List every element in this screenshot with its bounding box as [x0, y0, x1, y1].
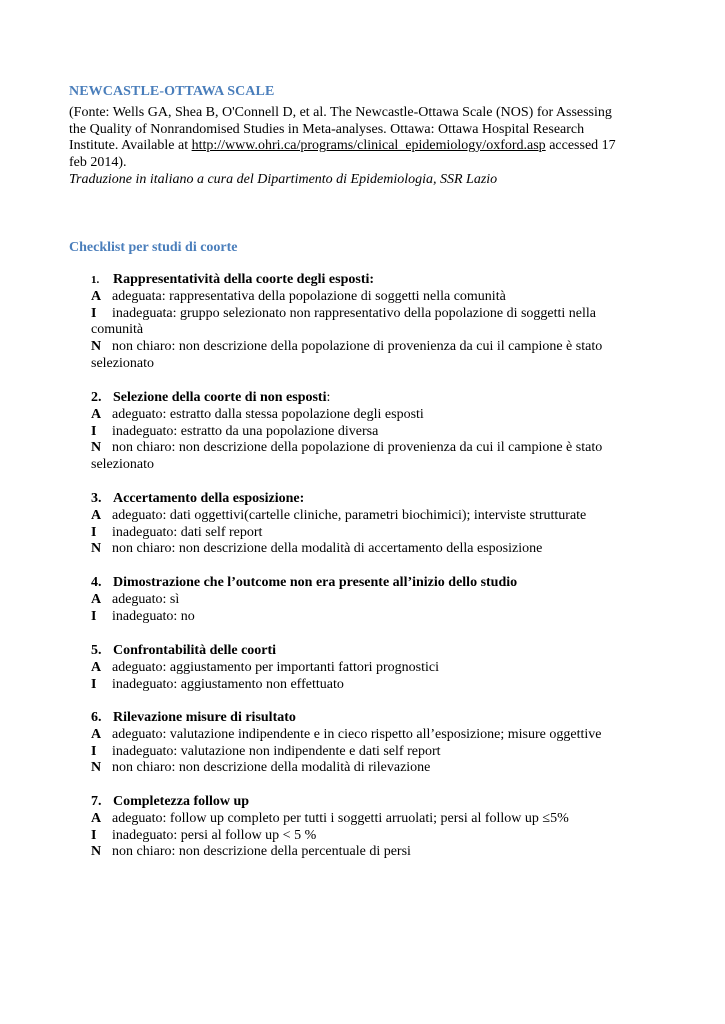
option-code: A [91, 726, 102, 742]
option-text: non chiaro: non descrizione della modalità di rilevazione [112, 760, 431, 776]
item-title: Selezione della coorte di non esposti [113, 390, 327, 405]
item-heading [91, 710, 651, 727]
option-text: non chiaro: non descrizione della popolazione di provenienza da cui il campione è stato [112, 440, 603, 456]
option-text: adeguato: follow up completo per tutti i soggetti arruolati; persi al follow up ≤5% [112, 810, 569, 826]
item-title: Dimostrazione che l’outcome non era presente all’inizio dello studio [113, 575, 518, 590]
option-text: adeguato: sì [112, 591, 180, 607]
checklist-item [91, 643, 651, 693]
option-line [91, 440, 651, 457]
option-line [91, 660, 651, 677]
checklist-item [91, 390, 651, 474]
option-text: inadeguato: no [112, 608, 195, 624]
checklist-item [91, 491, 651, 558]
option-line [91, 609, 651, 626]
option-text: inadeguato: aggiustamento non effettuato [112, 676, 344, 692]
item-title: Rappresentatività della coorte degli esposti: [113, 272, 375, 287]
option-code: A [91, 288, 102, 304]
option-line [91, 508, 651, 525]
item-number: 2. [91, 390, 102, 405]
checklist-item [91, 710, 651, 777]
item-title: Rilevazione misure di risultato [113, 710, 296, 725]
option-text: adeguato: aggiustamento per importanti fattori prognostici [112, 659, 439, 675]
option-text: adeguato: estratto dalla stessa popolazione degli esposti [112, 406, 424, 422]
option-code: I [91, 305, 97, 321]
option-code: A [91, 810, 102, 826]
translation-note: Traduzione in italiano a cura del Dipartimento di Epidemiologia, SSR Lazio [69, 172, 498, 187]
option-line [91, 677, 651, 694]
source-citation [69, 105, 654, 172]
option-code: I [91, 608, 97, 624]
option-code: I [91, 423, 97, 439]
option-continuation: selezionato [91, 457, 154, 473]
option-line [91, 592, 651, 609]
item-heading [91, 491, 651, 508]
item-heading [91, 390, 651, 407]
item-heading [91, 643, 651, 660]
option-text: adeguata: rappresentativa della popolazione di soggetti nella comunità [112, 288, 506, 304]
option-text: non chiaro: non descrizione della modalità di accertamento della esposizione [112, 541, 543, 557]
source-line-3-prefix: Institute. Available at [69, 138, 192, 154]
item-number: 5. [91, 643, 102, 658]
option-code: I [91, 676, 97, 692]
checklist-item [91, 794, 651, 861]
option-line [91, 424, 651, 441]
option-line [91, 306, 651, 323]
option-text: inadeguata: gruppo selezionato non rappresentativo della popolazione di soggetti nella [112, 305, 597, 321]
option-text: inadeguato: persi al follow up < 5 % [112, 827, 317, 843]
checklist-item [91, 272, 651, 373]
option-line [91, 844, 651, 861]
option-line [91, 760, 651, 777]
option-text: inadeguato: estratto da una popolazione diversa [112, 423, 379, 439]
item-number: 7. [91, 794, 102, 809]
option-continuation: selezionato [91, 355, 154, 371]
option-line [91, 525, 651, 542]
section-title: Checklist per studi di coorte [69, 240, 238, 255]
option-code: I [91, 743, 97, 759]
source-line-3 [69, 138, 654, 155]
option-code: N [91, 339, 102, 355]
option-continuation: comunità [91, 322, 144, 338]
option-text: non chiaro: non descrizione della popolazione di provenienza da cui il campione è stato [112, 339, 603, 355]
option-line [91, 744, 651, 761]
source-line-1: (Fonte: Wells GA, Shea B, O'Connell D, et al. The Newcastle-Ottawa Scale (NOS) for Assessing [69, 105, 612, 120]
option-code: N [91, 760, 102, 776]
option-code: A [91, 406, 102, 422]
option-line [91, 828, 651, 845]
option-code: A [91, 659, 102, 675]
item-number: 6. [91, 710, 102, 725]
source-line-2: the Quality of Nonrandomised Studies in Meta-analyses. Ottawa: Ottawa Hospital Research [69, 121, 585, 137]
option-text: non chiaro: non descrizione della percentuale di persi [112, 844, 411, 860]
option-line [91, 407, 651, 424]
option-code: N [91, 440, 102, 456]
option-line [91, 339, 651, 356]
option-code: A [91, 507, 102, 523]
option-text: adeguato: valutazione indipendente e in cieco rispetto all’esposizione; misure oggettive [112, 726, 602, 742]
option-code: N [91, 844, 102, 860]
option-line [91, 289, 651, 306]
item-title: Confrontabilità delle coorti [113, 643, 277, 658]
item-title-colon: : [326, 390, 331, 405]
option-line [91, 727, 651, 744]
option-line [91, 541, 651, 558]
source-link[interactable]: http://www.ohri.ca/programs/clinical_epidemiology/oxford.asp [191, 138, 546, 154]
option-code: I [91, 524, 97, 540]
document-title: NEWCASTLE-OTTAWA SCALE [69, 84, 275, 99]
source-line-4: feb 2014). [69, 155, 127, 171]
option-code: I [91, 827, 97, 843]
option-text: inadeguato: valutazione non indipendente e dati self report [112, 743, 441, 759]
option-line [91, 811, 651, 828]
item-title: Accertamento della esposizione: [113, 491, 305, 506]
source-line-3-suffix: accessed 17 [545, 138, 616, 154]
item-number: 3. [91, 491, 102, 506]
item-heading [91, 272, 651, 289]
item-number: 1. [91, 274, 100, 286]
option-code: N [91, 541, 102, 557]
item-heading [91, 794, 651, 811]
checklist-item [91, 575, 651, 625]
item-heading [91, 575, 651, 592]
item-title: Completezza follow up [113, 794, 250, 809]
item-number: 4. [91, 575, 102, 590]
option-text: adeguato: dati oggettivi(cartelle cliniche, parametri biochimici); interviste strutturate [112, 507, 587, 523]
option-text: inadeguato: dati self report [112, 524, 263, 540]
option-code: A [91, 591, 102, 607]
